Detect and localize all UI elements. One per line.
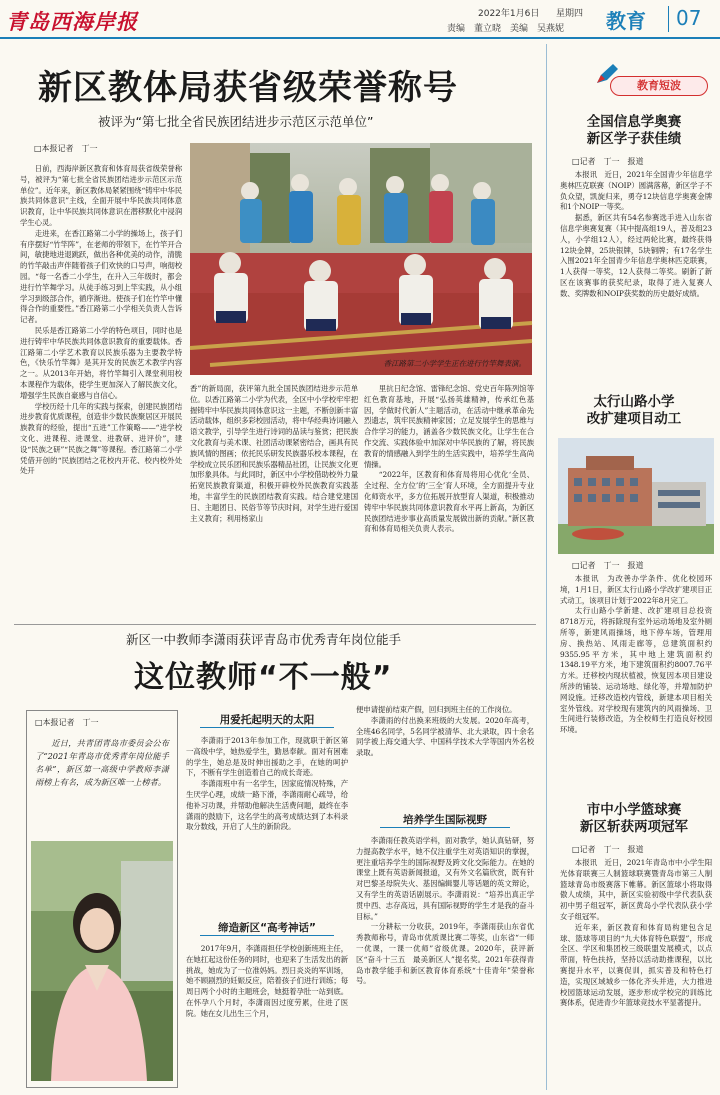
title-line: 改扩建项目动工 [586,411,682,427]
brief-2-body [560,574,712,788]
paragraph: 本报讯 近日，2021年青岛市中小学生阳光体育联赛三人制篮球联赛暨青岛市第三人制篮球青岛市级赛落下帷幕。新区篮球小将取得傲人成绩，其中，新区实验初级中学代表队获初中男子组冠军，新区黄岛小学代表队获小学女子组冠军。 [560,858,712,921]
main-headline: 新区教体局获省级荣誉称号 [38,68,458,108]
main-column-3 [364,384,534,602]
paragraph: 本报讯 近日，2021年全国青少年信息学奥林匹克联赛（NOIP）圆满落幕，新区学子不负众望，凯旋归来，勇夺12块信息学奥赛金牌和1个NOIP一等奖。 [560,170,712,212]
brief-1-body [560,170,712,376]
subhead-rule [380,827,510,828]
main-column-2 [190,384,358,602]
subhead-rule [200,727,334,728]
sidebar-banner [610,76,708,96]
story-divider [14,624,536,625]
teacher-section-3 [356,836,534,1090]
school-building-illustration [558,438,714,554]
title-line: 市中小学篮球赛 [586,802,682,818]
bamboo-dance-illustration [190,143,532,375]
title-line: 新区学子获佳绩 [586,131,682,147]
paragraph: 日前，西海岸新区教育和体育局获省级荣誉称号，被评为“第七批全省民族团结进步示范区示范单位”。近年来，新区教体局紧紧围绕“铸牢中华民族共同体意识”主线，全面开展中华民族共同体意识教育，让中华民族共同体意识在潜移默化中浸润学生心灵。 [20,164,182,227]
main-subheadline: 被评为“第七批全省民族团结进步示范区示范单位” [98,114,374,129]
sidebar-banner-label: 教育短波 [637,79,681,92]
paragraph: 本报讯 为改善办学条件、优化校园环境，1月1日，新区太行山路小学改扩建项目正式动工，该项目计划于2022年8月完工。 [560,574,712,605]
teacher-lead: 近日，共青团青岛市委员会公布了“2021年青岛市优秀青年岗位能手名单”，新区第一高级中学教师李潇雨榜上有名，成为新区唯一上榜者。 [35,738,169,787]
subhead-gaokao: 缔造新区“高考神话” [218,922,316,934]
paragraph: 李潇雨的付出换来班级的大发展。2020年高考，全班46名同学，5名同学被清华、北大录取，四十余名同学被上海交通大学、中国科学技术大学等国内外名校录取。 [356,715,534,758]
teacher-kicker: 新区一中教师李潇雨获评青岛市优秀青年岗位能手 [126,632,402,647]
paragraph: 近年来，新区教育和体育局构建包含足球、篮球等项目的“九大体育特色联盟”，形成全区、学区和集团校三级联盟发展模式，以点带面，特色扶持，坚持以活动助推课程，以比赛提升水平，以赛促训，抓实普及和特色打造，实现区域城乡一体化齐头并进，大力推进校园篮球运动发展，逐步形成学校完的训练比赛体系，促进青少年篮球竞技水平显著提升。 [560,922,712,1008]
title-line: 全国信息学奥赛 [586,114,682,130]
brief-2-title [556,394,712,428]
issue-weekday: 星期四 [556,9,584,19]
teacher-section-2 [186,944,348,1092]
page-number: 07 [676,6,702,30]
header-divider [668,6,669,32]
sidebar-divider [546,44,547,1090]
subhead-rule [200,935,334,936]
paragraph: 李潇雨于2013年参加工作，现就职于新区第一高级中学，她热爱学生，勤恳奉献。面对有困难的学生，她总是及时伸出援助之手，在她的呵护下，不断有学生创造着自己的成长奇迹。 [186,736,348,778]
brief-1-title [556,114,712,148]
paragraph: 太行山路小学新建、改扩建项目总投资8718万元，将拆除现有室外运动场地及室外厕所等，新建风雨操场，地下停车场，管理用房、换热站、风雨走廊等，总建筑面积约9355.95平方米，其中地上建筑面积约1348.19平方米，地下建筑面积约8007.76平方米。迁移校内现状植被，恢复因本项目建设所涉的铺装、运动场地、绿化等，并增加防护网设施。迁移改造校内管线，新建本项目相关室外管线。对学校现有建筑内的风雨操场、卫生间进行装修改造，为全校师生打造良好校园环境。 [560,606,712,735]
brief-3-title [556,802,712,836]
subhead-vision: 培养学生国际视野 [403,814,487,826]
title-line: 太行山路小学 [593,394,675,410]
paragraph: 走进来，在香江路第二小学的操场上，孩子们有序摆好“竹竿阵”，在老师的带领下，在竹竿开合间，敏捷地进退跳跃，做出各种优美的动作，清脆的竹竿敲击声伴随着孩子们欢快的口号声，响彻校园。“每一名香二小学生，在升入三年级时，都会进行竹竿舞学习。从徒手练习到上竿实践，从小组学习到级部合作，循序渐进。使孩子们在竹竿中懂得合作的重要性。”香江路第二小学相关负责人告诉记者。 [20,228,182,325]
teacher-sidebox [26,710,178,1088]
editor-credits: 责编 董立晓 美编 吴燕妮 [447,24,565,34]
main-byline: □本报记者 丁一 [34,144,98,153]
paragraph: 李潇雨任教英语学科，面对教学，她认真钻研，努力提高教学水平，她不仅注重学生对英语知识的掌握，更注重培养学生的国际视野及跨文化交际能力。在她的课堂上既有英语新闻报道，又有外文名篇欣赏，既有针对巴黎圣母院失火、基因编辑婴儿等话题的英文辩论，又有学生的英语话剧展示。李潇雨说：“培养出真正学贯中西、志存高远，具有国际视野的学生才是我的奋斗目标。” [356,836,534,921]
issue-date: 2022年1月6日 [478,9,540,19]
subhead-love: 用爱托起明天的太阳 [219,714,315,726]
teacher-section-1 [186,736,348,912]
teacher-byline: □本报记者 丁一 [35,718,99,727]
school-rendering-photo [558,438,714,554]
portrait-illustration [31,841,173,1081]
bamboo-dance-photo [190,143,532,375]
header-rule [0,37,720,39]
paragraph: 民乐是香江路第二小学的特色项目，同时也是进行铸牢中华民族共同体意识教育的重要载体。香江路第二小学艺术教育以民族乐器为主要教学特色，《快乐竹竿舞》是其开发的民族艺术教学内容之一。从2013年开始，将竹竿舞引入课堂利用校本课程作为载体，使学生更加深入了解民族文化，增强学生民族自豪感与自信心。 [20,325,182,400]
brief-1-byline: □记者 丁一 报道 [572,157,644,166]
brief-3-body [560,858,712,1090]
paragraph: 便申请提前结束产假，回归到班主任的工作岗位。 [356,705,517,714]
teacher-section-2-cont [356,705,534,809]
newspaper-logo: 青岛西海岸报 [6,9,138,34]
title-line: 新区斩获两项冠军 [580,819,688,835]
paragraph: 李潇雨班中有一名学生，因家庭情况特殊，产生厌学心理，成绩一路下滑，李潇雨耐心疏导，给他补习功课，并帮助他解决生活费问题，最终在李潇雨的鼓励下，这名学生的高考成绩达到了本科录取分数线，开启了人生的新阶段。 [186,779,348,832]
section-name: 教育 [606,9,646,33]
paragraph: 学校历经十几年的实践与探索，创建民族团结进步教育优质课程，创造非少数民族聚居区开展民族教育的经验，提出“五进”工作策略——“进学校文化、进课程、进课堂、进教研、进评价”，建设“民族之研”“民族之舞”等课程。香江路第二小学凭借开创的“民族团结之花校内开花、校内校外处处开 [20,401,182,476]
paragraph: 2017年9月，李潇雨担任学校创新班班主任，在她扛起这份任务的同时，也迎来了生活发出的新挑战，她成为了一位准妈妈。烈日炎炎的军训场，她不顾剧烈的妊娠反应，陪着孩子们进行训练；每周日两个小时的主题班会，她挺着孕肚一站到底。在怀孕八个月时，李潇雨因过度劳累，住进了医院。她在女儿出生三个月， [186,944,348,1018]
paragraph: 一分耕耘一分收获，2019年，李潇雨获山东省优秀教师称号，青岛市优质课比赛二等奖，山东省“一师一优课，一课一优师”省级优课。2020年，获评新区“奋斗十三五 最美新区人”提名奖。2021年获得青岛市教学能手和新区教育体育系统“十佳青年”荣誉称号。 [356,922,534,986]
main-column-1 [20,164,182,476]
paragraph: 香”的新局面，获评第九批全国民族团结进步示范单位。以香江路第二小学为代表，全区中小学校牢牢把握铸牢中华民族共同体意识这一主题，不断创新丰富活动载体，组织多彩校园活动，将中华经典诗词融入语文教学，引导学生进行诗词的品读与鉴赏；把民族文化教育与美术课、社团活动课紧密结合，画具有民族风情的图画；依托民乐研发民族器乐校本课程，在学校成立民乐团和民族乐器精品社团，让民族文化更加形象具体。与此同时，新区中小学校借助校外力量拓宽民族教育渠道，积极开辟校外民族教育实践基地，丰富学生的民族团结教育实践。结合建党建国日、主题团日、民俗节等节庆时间，对学生进行爱国主义教育；利用杨家山 [190,384,358,523]
paragraph: “2022年，区教育和体育局将用心优化‘全员、全过程、全方位’的‘三全’育人环境，全方面提升专业化师资水平，多方位拓展开放型育人渠道，积极推动铸牢中华民族共同体意识教育水平再上新高，为新区民族团结进步事业高质量发展做出新的贡献。”新区教育和体育局相关负责人表示。 [364,470,534,534]
photo-caption: 香江路第二小学学生正在进行竹竿舞表演。 [383,359,526,368]
brief-3-byline: □记者 丁一 报道 [572,845,644,854]
paragraph: 据悉，新区共有54名参赛选手进入山东省信息学奥赛复赛（其中提高组19人，普及组23人，小学组12人），经过两轮比赛，最终获得12块金牌，25块银牌，5块铜牌；有17名学生入围2021年全国青少年信息学奥林匹克联赛，1人获得一等奖，12人获得二等奖。刷新了新区在该赛事的获奖纪录，取得了进入复赛人数、奖牌数和NOIP获奖数的历史最好成绩。 [560,213,712,298]
brief-2-byline: □记者 丁一 报道 [572,561,644,570]
teacher-headline: 这位教师“不一般” [134,660,393,695]
paragraph: 里抗日纪念馆、雷锋纪念馆、党史百年陈列馆等红色教育基地，开展“弘扬英雄精神，传承红色基因，学做时代新人”主题活动，在活动中继承革命先烈遗志，筑牢民族精神家园；立足发展学生的思维与合作学习的能力，涵盖各少数民族文化，让学生在合作交流、实践体验中加深对中华民族的了解，将民族教育的情感融入到学生的生活实践中，培养学生高尚情操。 [364,384,534,469]
teacher-portrait [31,841,173,1081]
